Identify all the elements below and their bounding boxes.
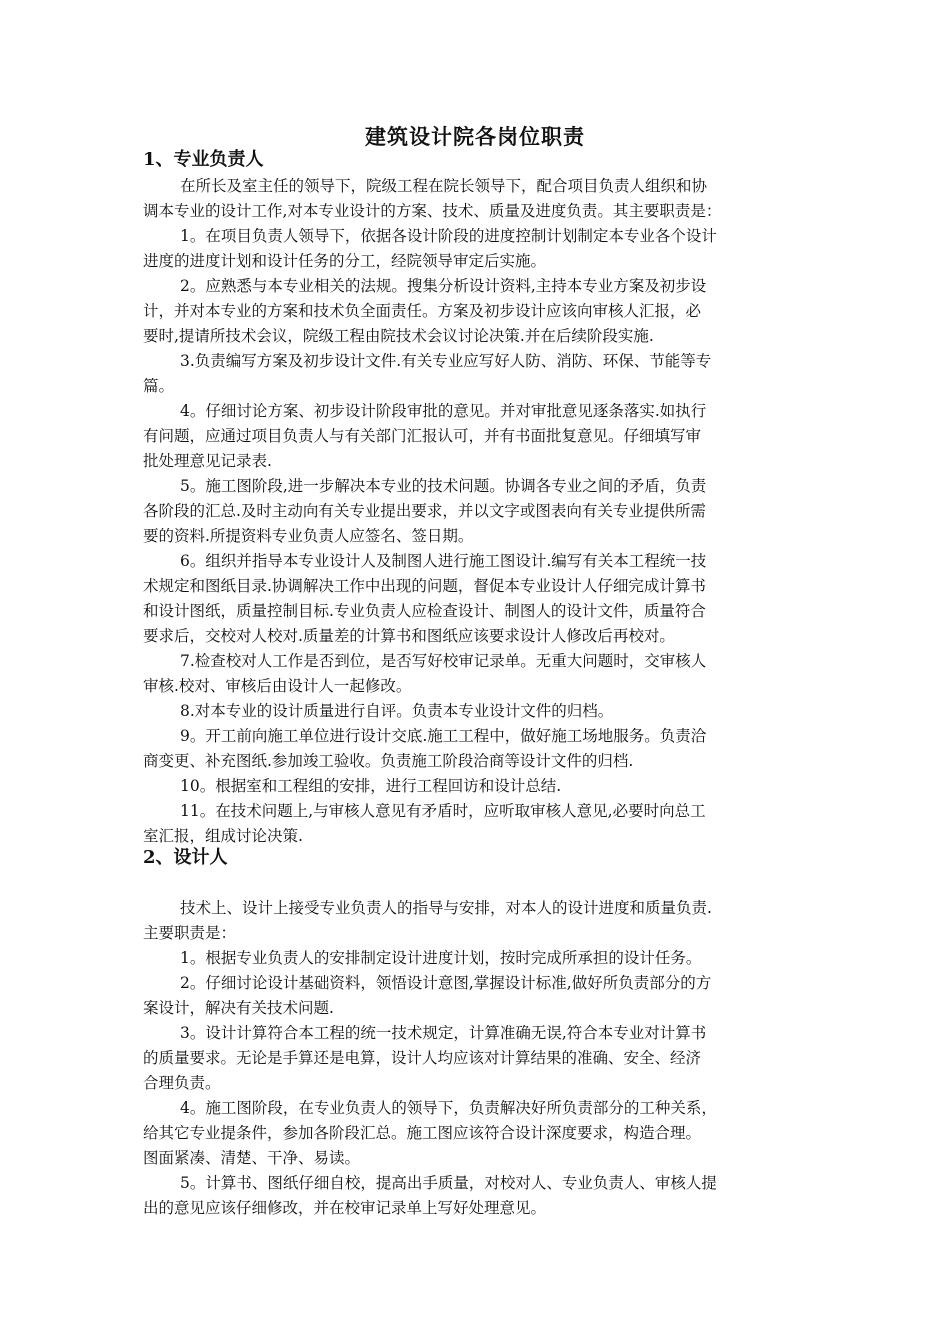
paragraph-line: 篇。 (143, 377, 175, 395)
paragraph-line: 计，并对本专业的方案和技术负全面责任。方案及初步设计应该向审核人汇报，必 (143, 302, 702, 320)
paragraph-line: 1。根据专业负责人的安排制定设计进度计划，按时完成所承担的设计任务。 (180, 949, 702, 967)
paragraph-line: 4。仔细讨论方案、初步设计阶段审批的意见。并对审批意见逐条落实.如执行 (180, 402, 707, 420)
paragraph-line: 的质量要求。无论是手算还是电算，设计人均应该对计算结果的准确、安全、经济 (143, 1049, 702, 1067)
paragraph-line: 批处理意见记录表. (143, 452, 272, 470)
section-heading-2: 2、设计人 (143, 847, 228, 868)
paragraph-line: 要求后，交校对人校对.质量差的计算书和图纸应该要求设计人修改后再校对。 (143, 627, 675, 645)
paragraph-line: 给其它专业提条件，参加各阶段汇总。施工图应该符合设计深度要求，构造合理。 (143, 1124, 702, 1142)
paragraph-line: 8.对本专业的设计质量进行自评。负责本专业设计文件的归档。 (180, 702, 614, 720)
paragraph-line: 要时,提请所技术会议，院级工程由院技术会议讨论决策.并在后续阶段实施. (143, 327, 654, 345)
paragraph-line: 10。根据室和工程组的安排，进行工程回访和设计总结. (180, 777, 562, 795)
paragraph-line: 和设计图纸，质量控制目标.专业负责人应检查设计、制图人的设计文件，质量符合 (143, 602, 706, 620)
paragraph-line: 技术上、设计上接受专业负责人的指导与安排，对本人的设计进度和质量负责. (180, 899, 712, 917)
paragraph-line: 6。组织并指导本专业设计人及制图人进行施工图设计.编写有关本工程统一技 (180, 552, 707, 570)
paragraph-line: 2。仔细讨论设计基础资料，领悟设计意图,掌握设计标准,做好所负责部分的方 (180, 974, 712, 992)
paragraph-line: 在所长及室主任的领导下，院级工程在院长领导下，配合项目负责人组织和协 (180, 177, 708, 195)
paragraph-line: 7.检查校对人工作是否到位，是否写好校审记录单。无重大问题时，交审核人 (180, 652, 707, 670)
paragraph-line: 主要职责是： (143, 924, 237, 942)
paragraph-line: 1。在项目负责人领导下，依据各设计阶段的进度控制计划制定本专业各个设计 (180, 227, 717, 245)
section-2-body (143, 896, 848, 1221)
paragraph-line: 11。在技术问题上,与审核人意见有矛盾时，应听取审核人意见,必要时向总工 (180, 802, 706, 820)
paragraph-line: 商变更、补充图纸.参加竣工验收。负责施工阶段洽商等设计文件的归档. (143, 752, 634, 770)
paragraph-line: 室汇报，组成讨论决策. (143, 827, 303, 845)
section-1-body (143, 174, 848, 849)
paragraph-line: 5。计算书、图纸仔细自校，提高出手质量，对校对人、专业负责人、审核人提 (180, 1174, 717, 1192)
paragraph-line: 案设计，解决有关技术问题. (143, 999, 334, 1017)
paragraph-line: 图面紧凑、清楚、干净、易读。 (143, 1149, 361, 1167)
paragraph-line: 出的意见应该仔细修改，并在校审记录单上写好处理意见。 (143, 1199, 547, 1217)
paragraph-line: 3.负责编写方案及初步设计文件.有关专业应写好人防、消防、环保、节能等专 (180, 352, 712, 370)
paragraph-line: 9。开工前向施工单位进行设计交底.施工工程中，做好施工场地服务。负责洽 (180, 727, 707, 745)
paragraph-line: 要的资料.所提资料专业负责人应签名、签日期。 (143, 527, 474, 545)
document-title: 建筑设计院各岗位职责 (365, 124, 585, 149)
paragraph-line: 各阶段的汇总.及时主动向有关专业提出要求，并以文字或图表向有关专业提供所需 (143, 502, 706, 520)
paragraph-line: 术规定和图纸目录.协调解决工作中出现的问题，督促本专业设计人仔细完成计算书 (143, 577, 706, 595)
paragraph-line: 3。设计计算符合本工程的统一技术规定，计算准确无误,符合本专业对计算书 (180, 1024, 707, 1042)
paragraph-line: 5。施工图阶段,进一步解决本专业的技术问题。协调各专业之间的矛盾，负责 (180, 477, 707, 495)
section-heading-1: 1、专业负责人 (143, 149, 264, 170)
paragraph-line: 进度的进度计划和设计任务的分工，经院领导审定后实施。 (143, 252, 547, 270)
paragraph-line: 有问题，应通过项目负责人与有关部门汇报认可，并有书面批复意见。仔细填写审 (143, 427, 702, 445)
paragraph-line: 合理负责。 (143, 1074, 221, 1092)
paragraph-line: 2。应熟悉与本专业相关的法规。搜集分析设计资料,主持本专业方案及初步设 (180, 277, 707, 295)
paragraph-line: 调本专业的设计工作,对本专业设计的方案、技术、质量及进度负责。其主要职责是： (143, 202, 722, 220)
paragraph-line: 4。施工图阶段，在专业负责人的领导下，负责解决好所负责部分的工种关系， (180, 1099, 717, 1117)
paragraph-line: 审核.校对、审核后由设计人一起修改。 (143, 677, 412, 695)
